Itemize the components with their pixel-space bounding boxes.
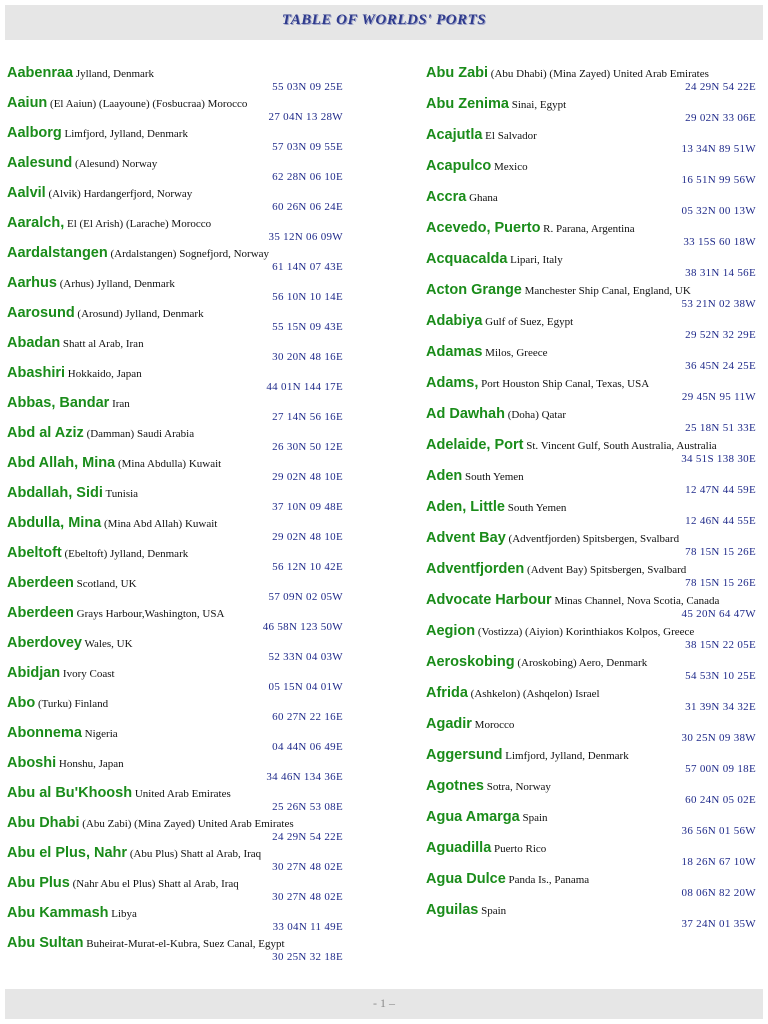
- port-entry: [426, 562, 756, 590]
- port-line: [426, 221, 756, 236]
- port-name: Abd Allah, Mina: [7, 455, 116, 471]
- port-location: (Alesund) Norway: [75, 158, 158, 170]
- port-location: Ivory Coast: [62, 668, 115, 680]
- port-name: Abdallah, Sidi: [7, 485, 103, 501]
- port-line: [7, 606, 343, 621]
- page-title: TABLE OF WORLDS' PORTS: [281, 12, 487, 28]
- port-line: [7, 726, 343, 741]
- port-name: Abadan: [7, 335, 61, 351]
- port-coordinates: 36 56N 01 56W: [681, 825, 756, 837]
- port-location: (Turku) Finland: [37, 698, 109, 710]
- port-coordinates: 04 44N 06 49E: [272, 741, 343, 753]
- port-line: [426, 872, 756, 887]
- port-coordinates: 29 45N 95 11W: [681, 391, 756, 403]
- port-entry: [7, 666, 343, 694]
- port-name: Aalborg: [7, 125, 62, 141]
- port-coordinates: 34 51S 138 30E: [681, 453, 756, 465]
- port-line: [426, 717, 756, 732]
- port-location: (Aroskobing) Aero, Denmark: [517, 657, 648, 669]
- port-line: [426, 283, 756, 298]
- port-name: Abu al Bu'Khoosh: [7, 785, 133, 801]
- port-coordinates: 30 20N 48 16E: [272, 351, 343, 363]
- port-name: Acapulco: [426, 158, 492, 174]
- right-column: [426, 66, 756, 934]
- port-coordinates: 16 51N 99 56W: [681, 174, 756, 186]
- port-line: [7, 696, 343, 711]
- port-name: Abo: [7, 695, 36, 711]
- port-coordinates: 30 25N 32 18E: [272, 951, 343, 963]
- port-coordinates: 38 31N 14 56E: [685, 267, 756, 279]
- port-entry: [7, 816, 343, 844]
- port-line: [7, 456, 343, 471]
- port-coordinates: 57 00N 09 18E: [685, 763, 756, 775]
- port-line: [426, 810, 756, 825]
- port-entry: [426, 345, 756, 373]
- port-entry: [426, 438, 756, 466]
- port-location: Limfjord, Jylland, Denmark: [505, 750, 629, 762]
- port-name: Abu el Plus, Nahr: [7, 845, 128, 861]
- port-name: Abu Kammash: [7, 905, 109, 921]
- port-coordinates: 34 46N 134 36E: [266, 771, 343, 783]
- port-coordinates: 30 25N 09 38W: [681, 732, 756, 744]
- port-name: Acton Grange: [426, 282, 522, 298]
- port-coordinates: 37 10N 09 48E: [272, 501, 343, 513]
- port-coordinates: 53 21N 02 38W: [681, 298, 756, 310]
- port-name: Agua Dulce: [426, 871, 506, 887]
- port-entry: [426, 190, 756, 218]
- port-line: [7, 276, 343, 291]
- port-entry: [7, 96, 343, 124]
- port-coordinates: 26 30N 50 12E: [272, 441, 343, 453]
- port-location: Sotra, Norway: [486, 781, 551, 793]
- port-entry: [7, 726, 343, 754]
- port-location: Honshu, Japan: [58, 758, 124, 770]
- port-line: [426, 314, 756, 329]
- port-entry: [7, 396, 343, 424]
- port-location: (Abu Dhabi) (Mina Zayed) United Arab Emirates: [490, 68, 709, 80]
- port-line: [426, 500, 756, 515]
- port-coordinates: 25 26N 53 08E: [272, 801, 343, 813]
- port-line: [426, 748, 756, 763]
- port-location: (Nahr Abu el Plus) Shatt al Arab, Iraq: [72, 878, 239, 890]
- port-entry: [7, 486, 343, 514]
- port-entry: [426, 469, 756, 497]
- port-line: [7, 96, 343, 111]
- port-coordinates: 54 53N 10 25E: [685, 670, 756, 682]
- port-coordinates: 62 28N 06 10E: [272, 171, 343, 183]
- port-entry: [426, 66, 756, 94]
- port-line: [426, 66, 756, 81]
- port-coordinates: 31 39N 34 32E: [685, 701, 756, 713]
- port-entry: [7, 786, 343, 814]
- port-location: (Doha) Qatar: [507, 409, 567, 421]
- port-entry: [7, 66, 343, 94]
- port-coordinates: 12 46N 44 55E: [685, 515, 756, 527]
- port-entry: [426, 717, 756, 745]
- port-coordinates: 36 45N 24 25E: [685, 360, 756, 372]
- port-name: Abeltoft: [7, 545, 62, 561]
- port-line: [7, 846, 343, 861]
- port-coordinates: 38 15N 22 05E: [685, 639, 756, 651]
- port-coordinates: 78 15N 15 26E: [685, 546, 756, 558]
- port-entry: [7, 306, 343, 334]
- port-name: Abu Zabi: [426, 65, 489, 81]
- port-name: Aberdovey: [7, 635, 82, 651]
- port-entry: [426, 252, 756, 280]
- port-location: Gulf of Suez, Egypt: [485, 316, 574, 328]
- port-name: Ad Dawhah: [426, 406, 505, 422]
- port-entry: [7, 756, 343, 784]
- port-location: Hokkaido, Japan: [67, 368, 142, 380]
- port-line: [426, 531, 756, 546]
- port-entry: [7, 336, 343, 364]
- port-line: [426, 841, 756, 856]
- port-location: Minas Channel, Nova Scotia, Canada: [554, 595, 720, 607]
- port-line: [426, 252, 756, 267]
- port-name: Acevedo, Puerto: [426, 220, 541, 236]
- port-name: Aarhus: [7, 275, 57, 291]
- port-line: [7, 816, 343, 831]
- port-location: Buheirat-Murat-el-Kubra, Suez Canal, Egypt: [86, 938, 285, 950]
- port-entry: [426, 500, 756, 528]
- port-coordinates: 08 06N 82 20W: [681, 887, 756, 899]
- port-location: St. Vincent Gulf, South Australia, Australia: [526, 440, 717, 452]
- port-name: Aalvil: [7, 185, 46, 201]
- port-location: (Ashkelon) (Ashqelon) Israel: [470, 688, 600, 700]
- port-coordinates: 30 27N 48 02E: [272, 891, 343, 903]
- port-location: Grays Harbour,Washington, USA: [76, 608, 225, 620]
- port-name: Adelaide, Port: [426, 437, 524, 453]
- port-name: Aguadilla: [426, 840, 492, 856]
- port-line: [426, 624, 756, 639]
- port-coordinates: 45 20N 64 47W: [681, 608, 756, 620]
- port-name: Advocate Harbour: [426, 592, 552, 608]
- port-name: Afrida: [426, 685, 468, 701]
- port-entry: [7, 546, 343, 574]
- port-entry: [426, 159, 756, 187]
- port-coordinates: 29 02N 48 10E: [272, 471, 343, 483]
- port-line: [7, 546, 343, 561]
- port-location: Ghana: [469, 192, 498, 204]
- port-entry: [426, 748, 756, 776]
- port-name: Aardalstangen: [7, 245, 108, 261]
- port-coordinates: 56 12N 10 42E: [272, 561, 343, 573]
- port-coordinates: 05 15N 04 01W: [268, 681, 343, 693]
- port-coordinates: 25 18N 51 33E: [685, 422, 756, 434]
- left-column: [7, 66, 343, 966]
- port-entry: [426, 128, 756, 156]
- port-location: Limfjord, Jylland, Denmark: [64, 128, 188, 140]
- port-location: Nigeria: [84, 728, 118, 740]
- port-line: [7, 246, 343, 261]
- port-entry: [7, 126, 343, 154]
- port-location: (Adventfjorden) Spitsbergen, Svalbard: [508, 533, 680, 545]
- port-line: [7, 906, 343, 921]
- port-entry: [426, 314, 756, 342]
- port-line: [7, 516, 343, 531]
- port-location: (Mina Abd Allah) Kuwait: [104, 518, 218, 530]
- port-coordinates: 61 14N 07 43E: [272, 261, 343, 273]
- port-line: [7, 216, 343, 231]
- port-line: [7, 66, 343, 81]
- port-location: Shatt al Arab, Iran: [62, 338, 144, 350]
- port-coordinates: 30 27N 48 02E: [272, 861, 343, 873]
- port-line: [7, 756, 343, 771]
- port-entry: [7, 456, 343, 484]
- port-entry: [7, 216, 343, 244]
- port-line: [7, 366, 343, 381]
- port-location: Manchester Ship Canal, England, UK: [524, 285, 691, 297]
- port-name: Aden, Little: [426, 499, 505, 515]
- port-coordinates: 29 02N 48 10E: [272, 531, 343, 543]
- port-line: [426, 407, 756, 422]
- port-location: (Abu Plus) Shatt al Arab, Iraq: [129, 848, 262, 860]
- port-entry: [7, 906, 343, 934]
- port-name: Adams,: [426, 375, 479, 391]
- port-name: Aberdeen: [7, 605, 74, 621]
- port-location: (Alvik) Hardangerfjord, Norway: [48, 188, 193, 200]
- port-line: [426, 469, 756, 484]
- port-line: [426, 903, 756, 918]
- port-name: Aalesund: [7, 155, 73, 171]
- port-name: Abu Dhabi: [7, 815, 80, 831]
- port-entry: [7, 426, 343, 454]
- port-entry: [426, 841, 756, 869]
- port-coordinates: 29 52N 32 29E: [685, 329, 756, 341]
- port-coordinates: 12 47N 44 59E: [685, 484, 756, 496]
- port-name: Agua Amarga: [426, 809, 520, 825]
- port-line: [7, 936, 343, 951]
- port-entry: [426, 531, 756, 559]
- port-entry: [7, 276, 343, 304]
- port-name: Aabenraa: [7, 65, 74, 81]
- port-location: Jylland, Denmark: [75, 68, 155, 80]
- port-coordinates: 35 12N 06 09W: [268, 231, 343, 243]
- port-coordinates: 24 29N 54 22E: [685, 81, 756, 93]
- port-line: [7, 396, 343, 411]
- port-location: (Abu Zabi) (Mina Zayed) United Arab Emirates: [82, 818, 294, 830]
- port-line: [426, 190, 756, 205]
- port-name: Accra: [426, 189, 467, 205]
- port-line: [426, 655, 756, 670]
- port-entry: [7, 936, 343, 964]
- port-location: Morocco: [474, 719, 515, 731]
- port-location: Lipari, Italy: [510, 254, 563, 266]
- port-coordinates: 57 09N 02 05W: [268, 591, 343, 603]
- port-entry: [7, 366, 343, 394]
- port-coordinates: 52 33N 04 03W: [268, 651, 343, 663]
- port-coordinates: 24 29N 54 22E: [272, 831, 343, 843]
- port-location: Sinai, Egypt: [511, 99, 567, 111]
- port-coordinates: 60 27N 22 16E: [272, 711, 343, 723]
- port-line: [426, 128, 756, 143]
- port-location: (Arosund) Jylland, Denmark: [77, 308, 204, 320]
- port-line: [7, 876, 343, 891]
- port-entry: [426, 655, 756, 683]
- port-entry: [426, 407, 756, 435]
- port-name: Abidjan: [7, 665, 61, 681]
- port-name: Aaiun: [7, 95, 48, 111]
- port-entry: [7, 516, 343, 544]
- port-name: Aegion: [426, 623, 476, 639]
- port-entry: [7, 156, 343, 184]
- port-location: (Mina Abdulla) Kuwait: [117, 458, 222, 470]
- port-entry: [7, 636, 343, 664]
- port-location: Mexico: [494, 161, 528, 173]
- port-location: (Arhus) Jylland, Denmark: [59, 278, 175, 290]
- port-location: Tunisia: [105, 488, 139, 500]
- port-entry: [7, 876, 343, 904]
- port-line: [7, 666, 343, 681]
- port-name: Aeroskobing: [426, 654, 515, 670]
- port-location: Milos, Greece: [485, 347, 548, 359]
- port-coordinates: 33 04N 11 49E: [272, 921, 343, 933]
- port-name: Acquacalda: [426, 251, 508, 267]
- port-location: (Advent Bay) Spitsbergen, Svalbard: [527, 564, 687, 576]
- port-line: [7, 126, 343, 141]
- page-header: [5, 5, 763, 40]
- port-entry: [426, 593, 756, 621]
- port-coordinates: 05 32N 00 13W: [681, 205, 756, 217]
- port-entry: [426, 872, 756, 900]
- port-coordinates: 37 24N 01 35W: [681, 918, 756, 930]
- port-location: Scotland, UK: [76, 578, 137, 590]
- port-coordinates: 60 24N 05 02E: [685, 794, 756, 806]
- port-location: Iran: [112, 398, 130, 410]
- port-entry: [7, 606, 343, 634]
- page-footer: [5, 989, 763, 1019]
- port-line: [7, 426, 343, 441]
- port-location: Panda Is., Panama: [508, 874, 590, 886]
- port-location: (Ardalstangen) Sognefjord, Norway: [110, 248, 270, 260]
- port-coordinates: 33 15S 60 18W: [683, 236, 756, 248]
- port-line: [7, 336, 343, 351]
- port-name: Abbas, Bandar: [7, 395, 110, 411]
- port-name: Abu Plus: [7, 875, 70, 891]
- port-coordinates: 29 02N 33 06E: [685, 112, 756, 124]
- port-entry: [7, 186, 343, 214]
- port-coordinates: 44 01N 144 17E: [266, 381, 343, 393]
- port-line: [426, 376, 756, 391]
- port-name: Aden: [426, 468, 463, 484]
- port-coordinates: 60 26N 06 24E: [272, 201, 343, 213]
- port-entry: [426, 376, 756, 404]
- port-name: Abdulla, Mina: [7, 515, 102, 531]
- port-coordinates: 55 15N 09 43E: [272, 321, 343, 333]
- port-line: [426, 97, 756, 112]
- port-coordinates: 55 03N 09 25E: [272, 81, 343, 93]
- port-name: Adamas: [426, 344, 483, 360]
- port-location: Wales, UK: [84, 638, 133, 650]
- port-line: [426, 593, 756, 608]
- port-entry: [426, 283, 756, 311]
- port-entry: [426, 903, 756, 931]
- port-line: [426, 345, 756, 360]
- port-line: [426, 159, 756, 174]
- page-number: - 1 –: [373, 996, 395, 1010]
- port-location: Port Houston Ship Canal, Texas, USA: [481, 378, 650, 390]
- port-entry: [426, 97, 756, 125]
- port-location: South Yemen: [507, 502, 567, 514]
- port-name: Aaralch,: [7, 215, 65, 231]
- port-coordinates: 27 04N 13 28W: [268, 111, 343, 123]
- port-entry: [426, 624, 756, 652]
- port-line: [7, 636, 343, 651]
- port-coordinates: 18 26N 67 10W: [681, 856, 756, 868]
- port-location: United Arab Emirates: [134, 788, 231, 800]
- port-location: El Salvador: [485, 130, 537, 142]
- port-line: [7, 186, 343, 201]
- port-location: (Vostizza) (Aiyion) Korinthiakos Kolpos, Greece: [477, 626, 695, 638]
- port-entry: [7, 246, 343, 274]
- port-name: Acajutla: [426, 127, 483, 143]
- port-name: Abu Zenima: [426, 96, 509, 112]
- port-location: (El Aaiun) (Laayoune) (Fosbucraa) Morocco: [50, 98, 248, 110]
- port-location: R. Parana, Argentina: [543, 223, 635, 235]
- port-coordinates: 13 34N 89 51W: [681, 143, 756, 155]
- port-entry: [426, 221, 756, 249]
- port-line: [7, 486, 343, 501]
- port-name: Aboshi: [7, 755, 57, 771]
- port-coordinates: 78 15N 15 26E: [685, 577, 756, 589]
- port-name: Aberdeen: [7, 575, 74, 591]
- port-coordinates: 27 14N 56 16E: [272, 411, 343, 423]
- port-line: [7, 156, 343, 171]
- port-location: Spain: [522, 812, 548, 824]
- port-location: El (El Arish) (Larache) Morocco: [66, 218, 212, 230]
- port-line: [7, 786, 343, 801]
- port-entry: [426, 779, 756, 807]
- port-coordinates: 56 10N 10 14E: [272, 291, 343, 303]
- port-name: Agotnes: [426, 778, 484, 794]
- port-location: Libya: [111, 908, 137, 920]
- port-entry: [426, 810, 756, 838]
- port-name: Agadir: [426, 716, 472, 732]
- port-name: Adventfjorden: [426, 561, 525, 577]
- port-entry: [7, 846, 343, 874]
- port-name: Aarosund: [7, 305, 75, 321]
- port-location: South Yemen: [465, 471, 524, 483]
- port-name: Aggersund: [426, 747, 503, 763]
- port-name: Abashiri: [7, 365, 66, 381]
- port-location: Spain: [481, 905, 507, 917]
- port-name: Aguilas: [426, 902, 479, 918]
- port-name: Abonnema: [7, 725, 82, 741]
- port-location: (Damman) Saudi Arabia: [86, 428, 195, 440]
- port-location: (Ebeltoft) Jylland, Denmark: [64, 548, 189, 560]
- port-coordinates: 46 58N 123 50W: [262, 621, 343, 633]
- port-name: Advent Bay: [426, 530, 506, 546]
- port-coordinates: 57 03N 09 55E: [272, 141, 343, 153]
- port-line: [426, 438, 756, 453]
- port-location: Puerto Rico: [494, 843, 547, 855]
- port-entry: [7, 576, 343, 604]
- port-entry: [426, 686, 756, 714]
- port-line: [426, 562, 756, 577]
- port-name: Adabiya: [426, 313, 483, 329]
- port-entry: [7, 696, 343, 724]
- port-line: [7, 306, 343, 321]
- port-line: [7, 576, 343, 591]
- port-name: Abu Sultan: [7, 935, 84, 951]
- port-name: Abd al Aziz: [7, 425, 84, 441]
- port-line: [426, 686, 756, 701]
- port-line: [426, 779, 756, 794]
